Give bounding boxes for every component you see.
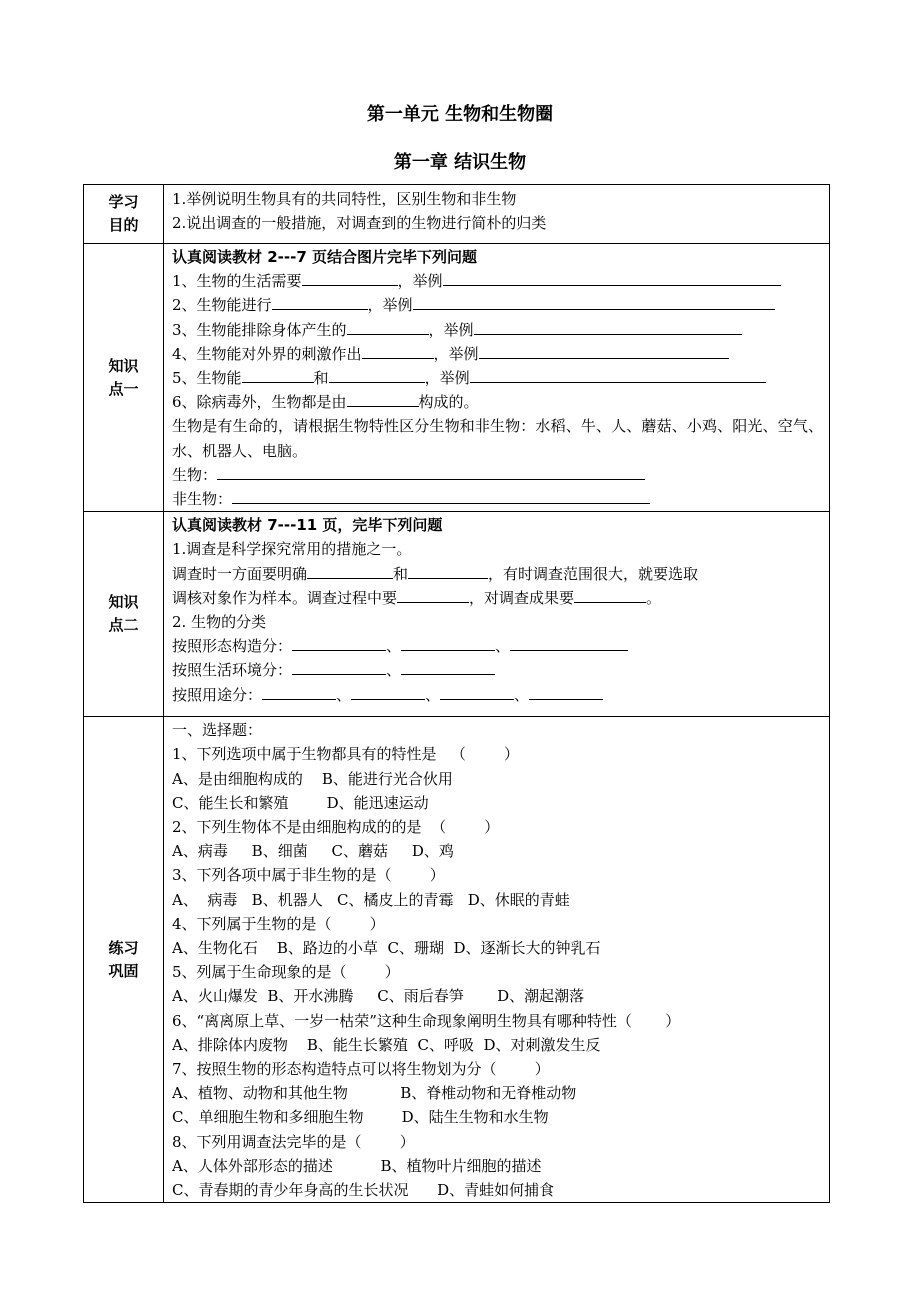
answer-blank[interactable] (307, 563, 393, 579)
row-label-k2 (84, 512, 164, 717)
unit-title: 第一单元 生物和生物圈 (366, 104, 554, 125)
k1-question-3 (172, 318, 823, 342)
k1-question-1 (172, 269, 823, 293)
answer-blank[interactable] (272, 294, 368, 310)
answer-blank[interactable] (443, 270, 781, 286)
exercise-line: 2、下列生物体不是由细胞构成的的是 （ ） (172, 818, 500, 837)
label-text: 点一 (108, 379, 139, 398)
question-text: 和 (393, 564, 409, 583)
exercise-line: A、病毒 B、细菌 C、蘑菇 D、鸡 (172, 842, 454, 861)
k1-question-2 (172, 293, 823, 317)
k2-survey-line-2 (172, 586, 823, 610)
table-row (84, 185, 830, 244)
k1-nonliving-line (172, 487, 823, 511)
worksheet-table (83, 184, 830, 1203)
exercise-line: A、 病毒 B、机器人 C、橘皮上的青霉 D、休眠的青蛙 (172, 890, 570, 909)
question-text: 按照用途分： (172, 685, 263, 704)
answer-blank[interactable] (401, 635, 495, 651)
answer-blank[interactable] (362, 343, 434, 359)
question-text: 非生物： (172, 490, 233, 509)
k1-question-5 (172, 366, 823, 390)
answer-blank[interactable] (262, 684, 336, 700)
goal-line: 2.说出调查的一般措施，对调查到的生物进行简朴的归类 (172, 214, 547, 233)
label-text: 知识 (108, 356, 139, 375)
exercise-line: C、单细胞生物和多细胞生物 D、陆生生物和水生物 (172, 1108, 549, 1127)
answer-blank[interactable] (292, 659, 386, 675)
question-text: 调核对象作为样本。调查过程中要 (172, 588, 398, 607)
answer-blank[interactable] (574, 587, 646, 603)
label-text: 知识 (108, 593, 139, 612)
k2-statement-1: 1.调查是科学探究常用的措施之一。 (172, 540, 412, 559)
answer-blank[interactable] (474, 319, 742, 335)
label-text: 巩固 (108, 961, 139, 980)
answer-blank[interactable] (292, 635, 386, 651)
question-text: 调查时一方面要明确 (172, 564, 308, 583)
answer-blank[interactable] (529, 684, 603, 700)
k1-paragraph: 生物是有生命的，请根据生物特性区分生物和非生物：水稻、牛、人、蘑菇、小鸡、阳光、空气、水、机器人、电脑。 (172, 417, 823, 460)
question-text: 按照生活环境分： (172, 661, 293, 680)
exercise-line: A、植物、动物和其他生物 B、脊椎动物和无脊椎动物 (172, 1084, 577, 1103)
answer-blank[interactable] (397, 587, 469, 603)
answer-blank[interactable] (440, 684, 514, 700)
exercise-line: A、排除体内废物 B、能生长繁殖 C、呼吸 D、对刺激发生反 (172, 1035, 601, 1054)
answer-blank[interactable] (242, 367, 314, 383)
exercise-line: A、人体外部形态的描述 B、植物叶片细胞的描述 (172, 1156, 542, 1175)
exercise-line: A、火山爆发 B、开水沸腾 C、雨后春笋 D、潮起潮落 (172, 987, 585, 1006)
exercise-line: 3、下列各项中属于非生物的是（ ） (172, 866, 445, 885)
k2-survey-line-1 (172, 562, 823, 586)
separator: 、 (514, 685, 530, 704)
k1-question-4 (172, 342, 823, 366)
exercise-line: 4、下列属于生物的是（ ） (172, 914, 385, 933)
exercise-line: 7、按照生物的形态构造特点可以将生物划为分（ ） (172, 1060, 550, 1079)
table-row (84, 512, 830, 717)
table-row (84, 244, 830, 512)
k2-content (164, 512, 830, 717)
question-text: ，举例 (428, 320, 474, 339)
row-label-exercise (84, 717, 164, 1203)
answer-blank[interactable] (351, 684, 425, 700)
k2-classify-1 (172, 634, 823, 658)
exercise-line: 6、“离离原上草、一岁一枯荣”这种生命现象阐明生物具有哪种特性（ ） (172, 1011, 681, 1030)
question-text: 构成的。 (418, 393, 479, 412)
answer-blank[interactable] (401, 659, 495, 675)
exercise-content (164, 717, 830, 1203)
answer-blank[interactable] (479, 343, 729, 359)
question-text: 1、生物的生活需要 (172, 272, 302, 291)
answer-blank[interactable] (302, 270, 398, 286)
answer-blank[interactable] (470, 367, 766, 383)
exercise-line: C、青春期的青少年身高的生长状况 D、青蛙如何捕食 (172, 1181, 555, 1200)
exercise-line: 8、下列用调查法完毕的是（ ） (172, 1132, 415, 1151)
k1-living-line (172, 463, 823, 487)
k1-heading: 认真阅读教材 2---7 页结合图片完毕下列问题 (172, 248, 477, 266)
label-text: 练习 (108, 938, 139, 957)
separator: 、 (386, 661, 402, 680)
question-text: ，有时调查范围很大，就要选取 (488, 564, 699, 583)
exercise-line: 5、列属于生命现象的是（ ） (172, 963, 400, 982)
answer-blank[interactable] (408, 563, 488, 579)
answer-blank[interactable] (510, 635, 628, 651)
k1-question-6 (172, 390, 823, 414)
k2-classify-2 (172, 658, 823, 682)
answer-blank[interactable] (329, 367, 425, 383)
label-text: 目的 (108, 216, 139, 234)
exercise-line: C、能生长和繁殖 D、能迅速运动 (172, 793, 429, 812)
answer-blank[interactable] (347, 319, 429, 335)
exercise-line: 1、下列选项中属于生物都具有的特性是 （ ） (172, 745, 519, 764)
goal-line: 1.举例说明生物具有的共同特性，区别生物和非生物 (172, 190, 517, 208)
exercise-line: A、生物化石 B、路边的小草 C、珊瑚 D、逐渐长大的钟乳石 (172, 939, 601, 958)
answer-blank[interactable] (413, 294, 775, 310)
question-text: 和 (313, 369, 329, 388)
k1-content (164, 244, 830, 512)
question-text: 生物： (172, 465, 218, 484)
separator: 、 (495, 637, 511, 656)
chapter-title: 第一章 结识生物 (393, 152, 527, 173)
question-text: ，对调查成果要 (469, 588, 575, 607)
separator: 、 (425, 685, 441, 704)
row-label-k1 (84, 244, 164, 512)
label-text: 点二 (108, 616, 139, 635)
answer-blank[interactable] (232, 488, 650, 504)
question-text: ，举例 (367, 296, 413, 315)
question-text: 3、生物能排除身体产生的 (172, 320, 347, 339)
k2-classify-3 (172, 683, 823, 707)
row-label-goal (84, 185, 164, 244)
question-text: 6、除病毒外，生物都是由 (172, 393, 347, 412)
question-text: 5、生物能 (172, 369, 242, 388)
question-text: 4、生物能对外界的刺激作出 (172, 344, 362, 363)
answer-blank[interactable] (217, 464, 645, 480)
goal-content (164, 185, 830, 244)
question-text: 。 (646, 588, 662, 607)
question-text: ，举例 (397, 272, 443, 291)
separator: 、 (386, 637, 402, 656)
separator: 、 (336, 685, 352, 704)
k2-statement-2: 2. 生物的分类 (172, 613, 267, 632)
question-text: ，举例 (424, 369, 470, 388)
label-text: 学习 (108, 193, 139, 211)
exercise-line: A、是由细胞构成的 B、能进行光合伙用 (172, 769, 453, 788)
exercise-line: 一、选择题： (172, 721, 263, 740)
question-text: ，举例 (433, 344, 479, 363)
table-row (84, 717, 830, 1203)
answer-blank[interactable] (347, 391, 419, 407)
question-text: 按照形态构造分： (172, 637, 293, 656)
question-text: 2、生物能进行 (172, 296, 272, 315)
k2-heading: 认真阅读教材 7---11 页，完毕下列问题 (172, 516, 443, 535)
